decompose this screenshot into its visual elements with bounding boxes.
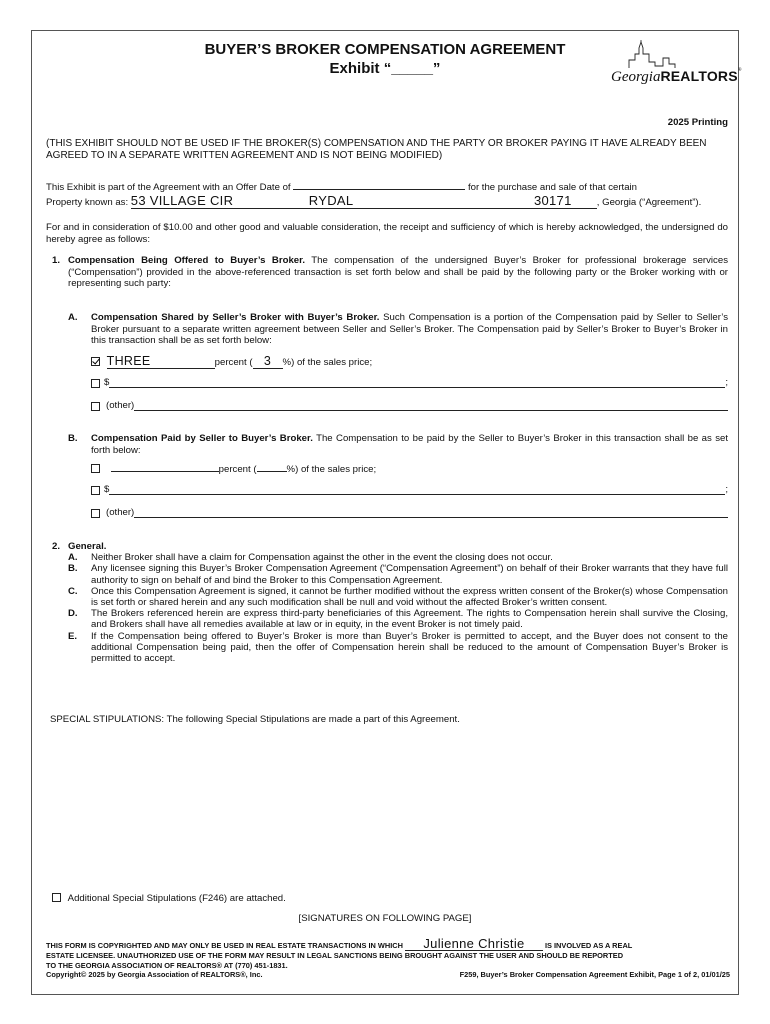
property-line: Property known as: 53 VILLAGE CIR RYDAL 30171 , Georgia (“Agreement”).	[46, 193, 702, 208]
general-item: B. Any licensee signing this Buyer’s Broker Compensation Agreement (“Compensation Agreement”) on behalf of their Broker warrants that they have full authority to sign on behalf of and bind the Broker to this Compensation Agreement.	[68, 563, 728, 586]
checkbox-additional-stipulations[interactable]	[52, 893, 61, 902]
section-1: 1. Compensation Being Offered to Buyer’s Broker. The compensation of the undersigned Buyer’s Broker for professional brokerage services (“Compensation”) provided in the above-referenced transaction is set forth below and shall be paid by the following party or the Broker working with or representing such party:	[52, 255, 728, 289]
percent-number-field-1a[interactable]: 3	[253, 354, 283, 369]
skyline-icon	[611, 40, 735, 70]
option-1a-percent: THREE percent ( 3 %) of the sales price;	[91, 354, 372, 369]
section-1-heading: Compensation Being Offered to Buyer’s Broker.	[68, 255, 305, 266]
general-item: A. Neither Broker shall have a claim for Compensation against the other in the event the closing does not occur.	[68, 552, 553, 564]
percent-words-field-1a[interactable]: THREE	[107, 354, 215, 369]
usage-notice: (THIS EXHIBIT SHOULD NOT BE USED IF THE BROKER(S) COMPENSATION AND THE PARTY OR BROKER PAYING IT HAVE ALREADY BEEN AGREED TO IN A SEPARATE WRITTEN AGREEMENT AND IS NOT BEING MODIFIED)	[46, 138, 707, 161]
additional-stipulations-line: Additional Special Stipulations (F246) are attached.	[52, 893, 286, 904]
option-1b-dollar: $ ;	[91, 484, 728, 495]
logo-bold: REALTORS	[660, 68, 738, 84]
section-2-heading: General.	[68, 541, 107, 552]
logo-script: Georgia	[611, 69, 661, 85]
copyright-text: Copyright© 2025 by Georgia Association of REALTORS®, Inc.	[46, 970, 263, 980]
section-2: 2. General. A. Neither Broker shall have a claim for Compensation against the other in the event the closing does not occur. B. Any licensee signing this Buyer’s Broker Compensation Agreement (“Compensation Agreement”) on behalf of their Broker warrants that they have full authority to sign on behalf of and bind the Broker to this Compensation Agreement. C. Once this Compensation Agreement is signed, it cannot be further modified without the express written consent of the Broker(s) whose Compensation is set forth or shared herein and any such modification shall be null and void without the affected Broker’s written consent. D. The Brokers referenced herein are express third-party beneficiaries of this Agreement. The rights to Compensation herein shall survive the Closing, and Brokers shall have all remedies available at law or in equity, in the event Broker is not timely paid. E. If the Compensation being offered to Buyer’s Broker is more than Buyer’s Broker is permitted to accept, and the Buyer does not consent to the additional Compensation being paid, then the offer of Compensation herein shall be reduced to the amount of Compensation Buyer’s Broker is permitted to accept.	[52, 541, 728, 665]
georgia-realtors-logo: GeorgiaREALTORS®	[611, 40, 735, 94]
offer-date-line: This Exhibit is part of the Agreement with an Offer Date of for the purchase and sale of that certain	[46, 182, 637, 193]
section-1-text: The compensation of the undersigned Buyer’s Broker for professional brokerage services (“Compensation”) provided in the above-referenced transaction is set forth below and shall be paid by the following party or the Broker working with or representing such party:	[68, 255, 728, 289]
percent-number-field-1b[interactable]	[257, 461, 287, 472]
option-1b-percent: percent ( %) of the sales price;	[91, 461, 376, 475]
dollar-field-1b[interactable]	[109, 484, 725, 495]
general-item: C. Once this Compensation Agreement is signed, it cannot be further modified without the express written consent of the Broker(s) whose Compensation is set forth or shared herein and any such modification shall be null and void without the affected Broker’s written consent.	[68, 585, 728, 609]
property-city-field[interactable]: RYDAL	[309, 193, 509, 209]
checkbox-1a-dollar[interactable]	[91, 379, 100, 388]
option-1a-other: (other)	[91, 400, 728, 411]
checkbox-1b-percent[interactable]	[91, 464, 100, 473]
property-zip-field[interactable]: 30171	[509, 193, 597, 209]
option-1b-other: (other)	[91, 507, 728, 518]
licensee-name-field[interactable]: Julienne Christie	[405, 938, 543, 951]
general-item: D. The Brokers referenced herein are express third-party beneficiaries of this Agreement. The rights to Compensation herein shall survive the Closing, and Brokers shall have all remedies available at law or in equity, in the event Broker is not timely paid.	[68, 608, 728, 631]
dollar-field-1a[interactable]	[109, 377, 725, 388]
option-1a-dollar: $ ;	[91, 377, 728, 388]
printing-year: 2025 Printing	[667, 117, 728, 128]
checkbox-1a-other[interactable]	[91, 402, 100, 411]
consideration-paragraph: For and in consideration of $10.00 and other good and valuable consideration, the receipt and sufficiency of which is hereby acknowledged, the undersigned do hereby agree as follows:	[46, 222, 728, 245]
section-1a: A. Compensation Shared by Seller’s Broker with Buyer’s Broker. Such Compensation is a portion of the Compensation paid by Seller to Seller’s Broker pursuant to a separate written agreement between Seller and Seller’s Broker. The Compensation paid by Seller’s Broker to Buyer’s Broker in this transaction shall be as set forth below:	[68, 312, 729, 346]
form-id: F259, Buyer’s Broker Compensation Agreement Exhibit, Page 1 of 2, 01/01/25	[459, 970, 730, 980]
section-1b: B. Compensation Paid by Seller to Buyer’s Broker. The Compensation to be paid by the Seller to Buyer’s Broker in this transaction shall be as set forth below:	[68, 433, 728, 456]
checkbox-1b-other[interactable]	[91, 509, 100, 518]
checkbox-1a-percent[interactable]	[91, 357, 100, 366]
other-field-1a[interactable]	[134, 400, 728, 411]
checkbox-1b-dollar[interactable]	[91, 486, 100, 495]
special-stipulations-heading: SPECIAL STIPULATIONS: The following Special Stipulations are made a part of this Agreement.	[50, 714, 460, 725]
form-title: BUYER’S BROKER COMPENSATION AGREEMENT	[204, 41, 566, 58]
footer: THIS FORM IS COPYRIGHTED AND MAY ONLY BE USED IN REAL ESTATE TRANSACTIONS IN WHICH Julienne Christie IS INVOLVED AS A REAL ESTATE LICENSEE. UNAUTHORIZED USE OF THE FORM MAY RESULT IN LEGAL SANCTIONS BEING BROUGHT AGAINST THE USER AND SHOULD BE REPORTED TO THE GEORGIA ASSOCIATION OF REALTORS® AT (770) 451-1831. Copyright© 2025 by Georgia Association of REALTORS®, Inc. F259, Buyer’s Broker Compensation Agreement Exhibit, Page 1 of 2, 01/01/25	[46, 936, 730, 980]
signatures-note: [SIGNATURES ON FOLLOWING PAGE]	[298, 913, 472, 924]
percent-words-field-1b[interactable]	[111, 461, 219, 472]
other-field-1b[interactable]	[134, 507, 728, 518]
general-item: E. If the Compensation being offered to Buyer’s Broker is more than Buyer’s Broker is permitted to accept, and the Buyer does not consent to the additional Compensation being paid, then the offer of Compensation herein shall be reduced to the amount of Compensation Buyer’s Broker is permitted to accept.	[68, 630, 728, 665]
property-address-field[interactable]: 53 VILLAGE CIR	[131, 193, 309, 209]
offer-date-field[interactable]	[293, 189, 465, 190]
exhibit-label: Exhibit “_____”	[329, 60, 441, 77]
